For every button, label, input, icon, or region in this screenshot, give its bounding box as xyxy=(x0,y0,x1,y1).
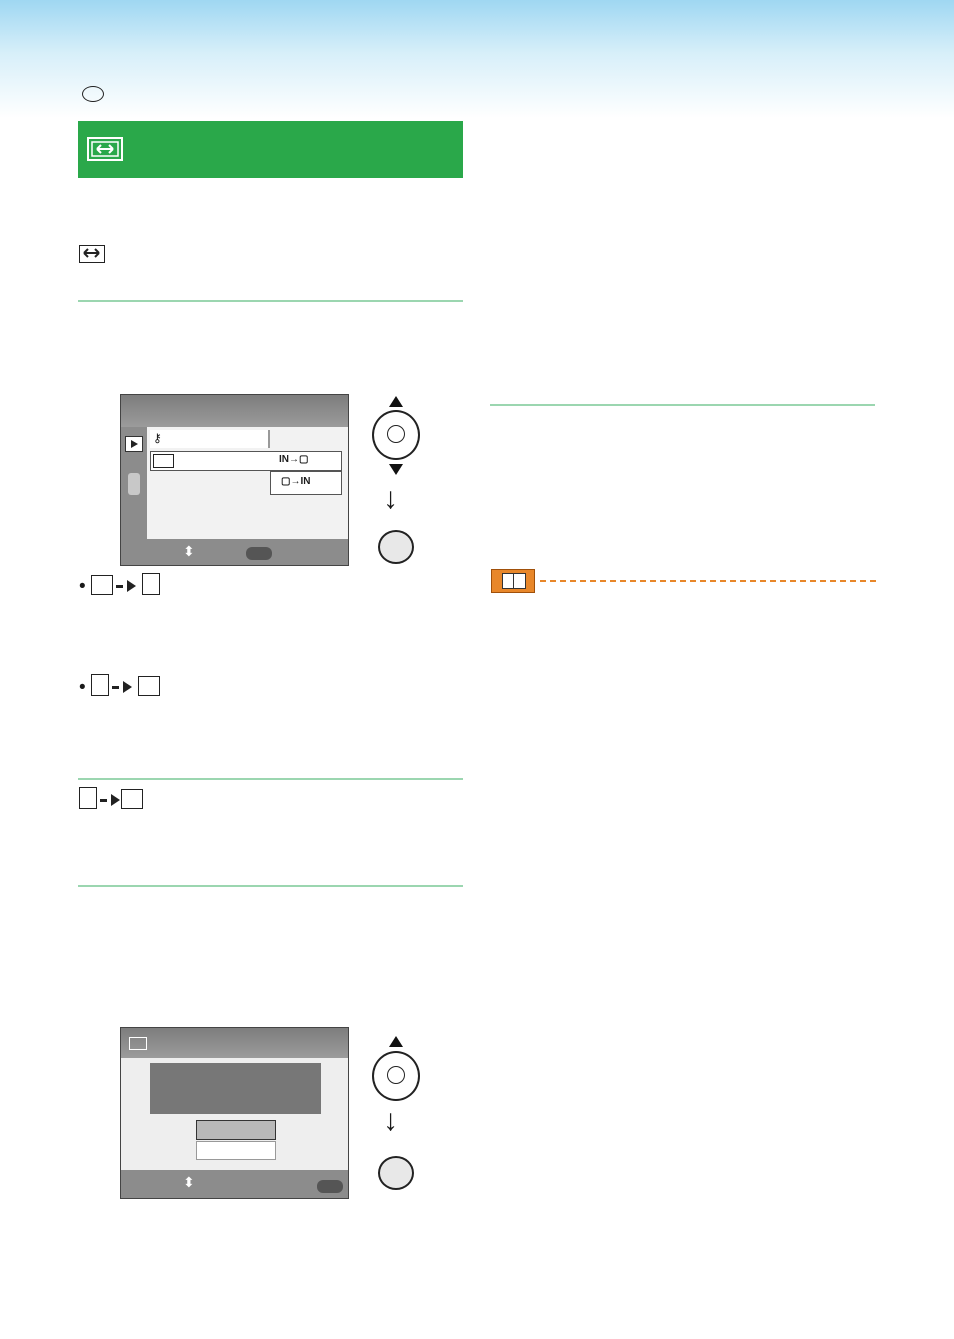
set-button[interactable] xyxy=(378,530,414,564)
in-memory-icon xyxy=(121,789,143,809)
yes-option[interactable] xyxy=(196,1120,276,1140)
menu-set-icon xyxy=(79,80,107,102)
screen-footer xyxy=(121,539,348,565)
key-icon: ⚷ xyxy=(153,431,162,445)
copy-icon xyxy=(79,245,105,263)
menu-item-copy[interactable] xyxy=(150,451,342,471)
screen-header xyxy=(121,1028,348,1058)
up-arrow-icon xyxy=(389,396,403,407)
only-when-line xyxy=(79,787,143,813)
screen-side-tabs xyxy=(121,427,147,539)
in-memory-icon xyxy=(138,676,160,696)
header-band xyxy=(0,0,954,118)
bullet-dot: • xyxy=(79,677,86,698)
down-pointer-icon: ↓ xyxy=(383,1104,398,1137)
card-icon xyxy=(142,573,160,595)
no-option[interactable] xyxy=(196,1141,276,1160)
intro-line xyxy=(79,80,107,105)
divider xyxy=(490,404,875,406)
arrow-right-icon xyxy=(111,794,120,806)
bullet-in-to-card-heading xyxy=(79,573,160,599)
divider xyxy=(78,885,463,887)
copy-option-card-to-in[interactable] xyxy=(270,471,342,495)
copy-header-box xyxy=(78,121,463,178)
down-pointer-icon: ↓ xyxy=(383,482,398,515)
note-book-icon xyxy=(491,569,535,593)
arrow-right-icon xyxy=(127,580,136,592)
cursor-dial-icon[interactable] xyxy=(372,410,420,460)
wrench-tab-icon xyxy=(128,473,140,495)
card-to-in-option-icon: ▢→IN xyxy=(281,476,311,487)
divider xyxy=(78,778,463,780)
divider xyxy=(78,300,463,302)
card-icon xyxy=(91,674,109,696)
footer-set-button-icon xyxy=(317,1180,343,1193)
copy-icon xyxy=(153,454,174,468)
in-to-card-option-icon: IN→▢ xyxy=(279,454,309,465)
set-small-label xyxy=(82,86,104,102)
up-down-icon: ⬍ xyxy=(183,543,195,559)
down-arrow-icon xyxy=(389,464,403,475)
up-down-icon: ⬍ xyxy=(183,1174,195,1190)
cursor-dial-icon[interactable] xyxy=(372,1051,420,1101)
note-divider xyxy=(540,580,876,582)
copy-icon xyxy=(129,1037,147,1050)
screen-footer xyxy=(121,1170,348,1198)
bullet-card-to-in-heading xyxy=(79,674,160,700)
copy-confirm-screen xyxy=(120,1027,349,1199)
screen-header xyxy=(121,395,348,427)
confirm-message xyxy=(150,1063,321,1114)
playback-menu-screen xyxy=(120,394,349,566)
set-button[interactable] xyxy=(378,1156,414,1190)
footer-set-button-icon xyxy=(246,547,272,560)
play-tab-icon xyxy=(125,436,143,452)
card-icon xyxy=(79,787,97,809)
in-memory-icon xyxy=(91,575,113,595)
select-line xyxy=(79,242,469,267)
menu-item-protect[interactable] xyxy=(150,430,270,448)
bullet-dot: • xyxy=(79,576,86,597)
up-arrow-icon xyxy=(389,1036,403,1047)
copy-icon xyxy=(87,137,123,161)
arrow-right-icon xyxy=(123,681,132,693)
